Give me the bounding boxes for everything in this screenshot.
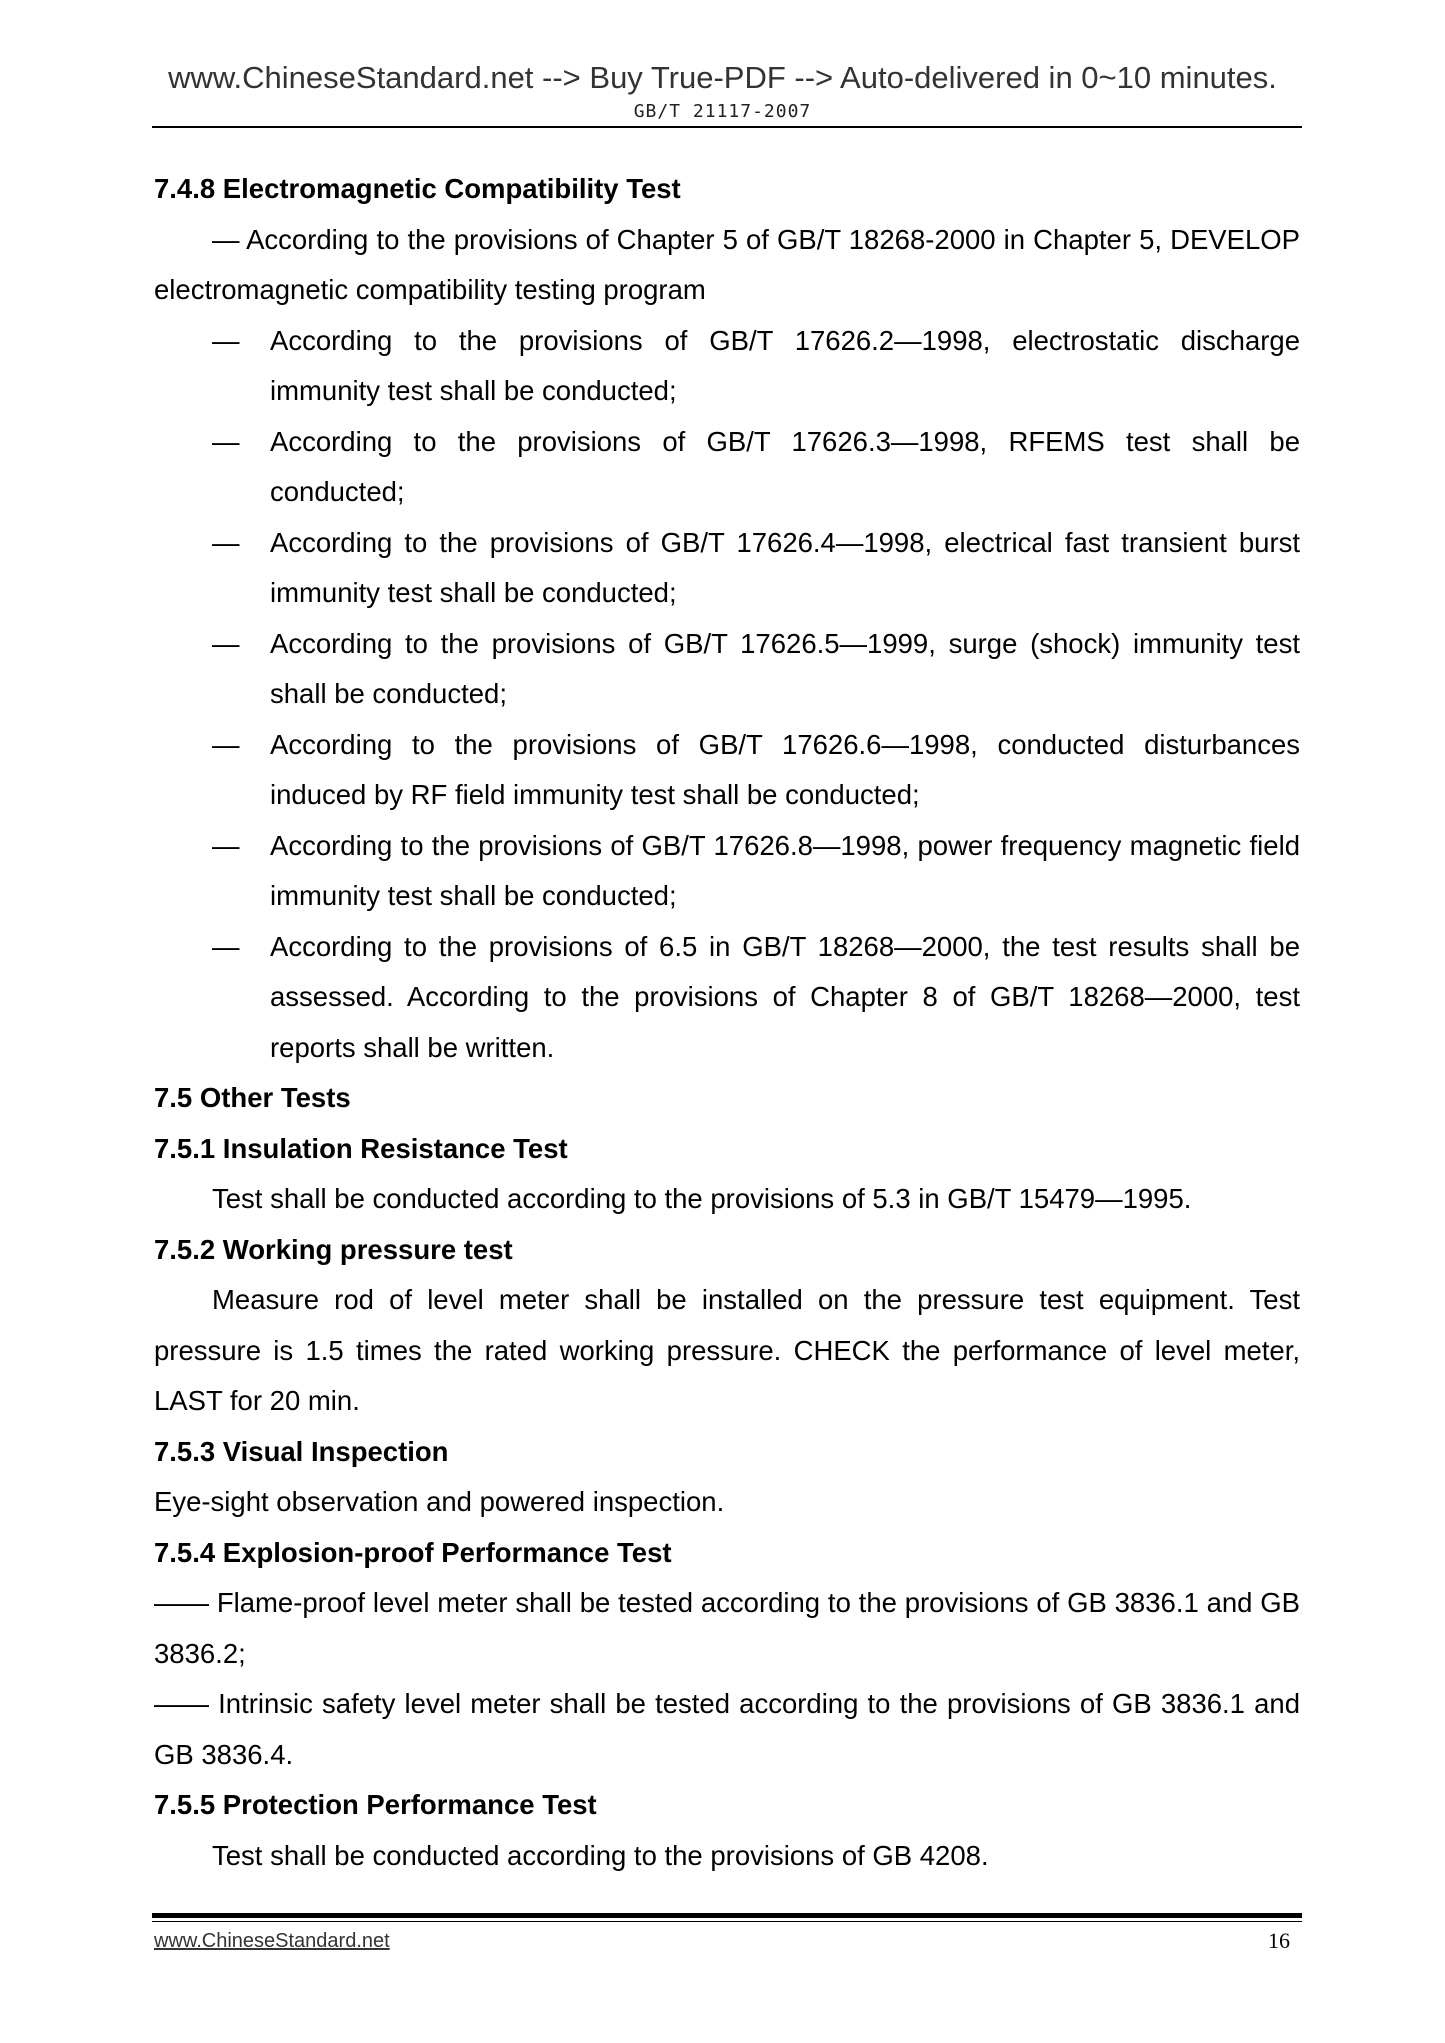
list-item xyxy=(212,922,1300,1074)
list-item-text: According to the provisions of 6.5 in GB/T 18268—2000, the test results shall be assessed. According to the provisions of Chapter 8 of GB/T 18268—2000, test reports shall be written. xyxy=(270,930,1300,1063)
standard-code: GB/T 21117-2007 xyxy=(633,101,812,122)
footer-divider-thin xyxy=(152,1921,1302,1922)
list-item-text: According to the provisions of GB/T 17626.2—1998, electrostatic discharge immunity test shall be conducted; xyxy=(270,324,1300,406)
list-item-text: According to the provisions of GB/T 17626.5—1999, surge (shock) immunity test shall be conducted; xyxy=(270,627,1300,709)
section-body-7-5-3: Eye-sight observation and powered inspection. xyxy=(154,1486,725,1517)
section-intro-7-4-8: — According to the provisions of Chapter 5 of GB/T 18268-2000 in Chapter 5, DEVELOP electromagnetic compatibility testing program xyxy=(154,223,1300,305)
section-heading-7-5-1: 7.5.1 Insulation Resistance Test xyxy=(154,1132,568,1164)
footer-site-link[interactable]: www.ChineseStandard.net xyxy=(154,1930,390,1952)
section-item-7-5-4-flameproof: —— Flame-proof level meter shall be tested according to the provisions of GB 3836.1 and GB 3836.2; xyxy=(154,1587,1300,1669)
section-heading-7-5-3: 7.5.3 Visual Inspection xyxy=(154,1435,449,1467)
document-body xyxy=(154,164,1300,1881)
list-item xyxy=(212,619,1300,720)
list-dash: — xyxy=(212,526,240,558)
list-item-text: According to the provisions of GB/T 17626.8—1998, power frequency magnetic field immunity test shall be conducted; xyxy=(270,829,1300,911)
list-dash: — xyxy=(212,627,240,659)
section-heading-7-5-5: 7.5.5 Protection Performance Test xyxy=(154,1789,597,1820)
list-item xyxy=(212,417,1300,518)
footer-divider-thick xyxy=(152,1913,1302,1918)
list-dash: — xyxy=(212,324,240,356)
section-heading-7-5-2: 7.5.2 Working pressure test xyxy=(154,1233,513,1265)
section-body-7-5-5: Test shall be conducted according to the provisions of GB 4208. xyxy=(212,1839,989,1871)
list-dash: — xyxy=(212,425,240,457)
list-item-text: According to the provisions of GB/T 17626.3—1998, RFEMS test shall be conducted; xyxy=(270,425,1300,507)
section-heading-7-5-4: 7.5.4 Explosion-proof Performance Test xyxy=(154,1536,672,1568)
list-dash: — xyxy=(212,829,240,861)
section-item-7-5-4-intrinsic: —— Intrinsic safety level meter shall be tested according to the provisions of GB 3836.1 and GB 3836.4. xyxy=(154,1688,1300,1770)
section-body-7-5-2: Measure rod of level meter shall be installed on the pressure test equipment. Test pressure is 1.5 times the rated working pressure. CHECK the performance of level meter, LAST for 20 min. xyxy=(154,1284,1300,1416)
header-divider xyxy=(152,126,1302,128)
page-number: 16 xyxy=(1268,1928,1290,1953)
section-body-7-5-1: Test shall be conducted according to the provisions of 5.3 in GB/T 15479—1995. xyxy=(212,1183,1192,1214)
list-dash: — xyxy=(212,728,240,760)
list-item-text: According to the provisions of GB/T 17626.4—1998, electrical fast transient burst immunity test shall be conducted; xyxy=(270,526,1300,608)
section-heading-7-5: 7.5 Other Tests xyxy=(154,1082,351,1113)
section-heading-7-4-8: 7.4.8 Electromagnetic Compatibility Test xyxy=(154,173,681,204)
list-item-text: According to the provisions of GB/T 17626.6—1998, conducted disturbances induced by RF field immunity test shall be conducted; xyxy=(270,728,1300,810)
list-item xyxy=(212,821,1300,922)
list-item xyxy=(212,518,1300,619)
list-item xyxy=(212,316,1300,417)
header-banner: www.ChineseStandard.net --> Buy True-PDF --> Auto-delivered in 0~10 minutes. xyxy=(168,60,1277,95)
list-item xyxy=(212,720,1300,821)
list-dash: — xyxy=(212,930,240,962)
